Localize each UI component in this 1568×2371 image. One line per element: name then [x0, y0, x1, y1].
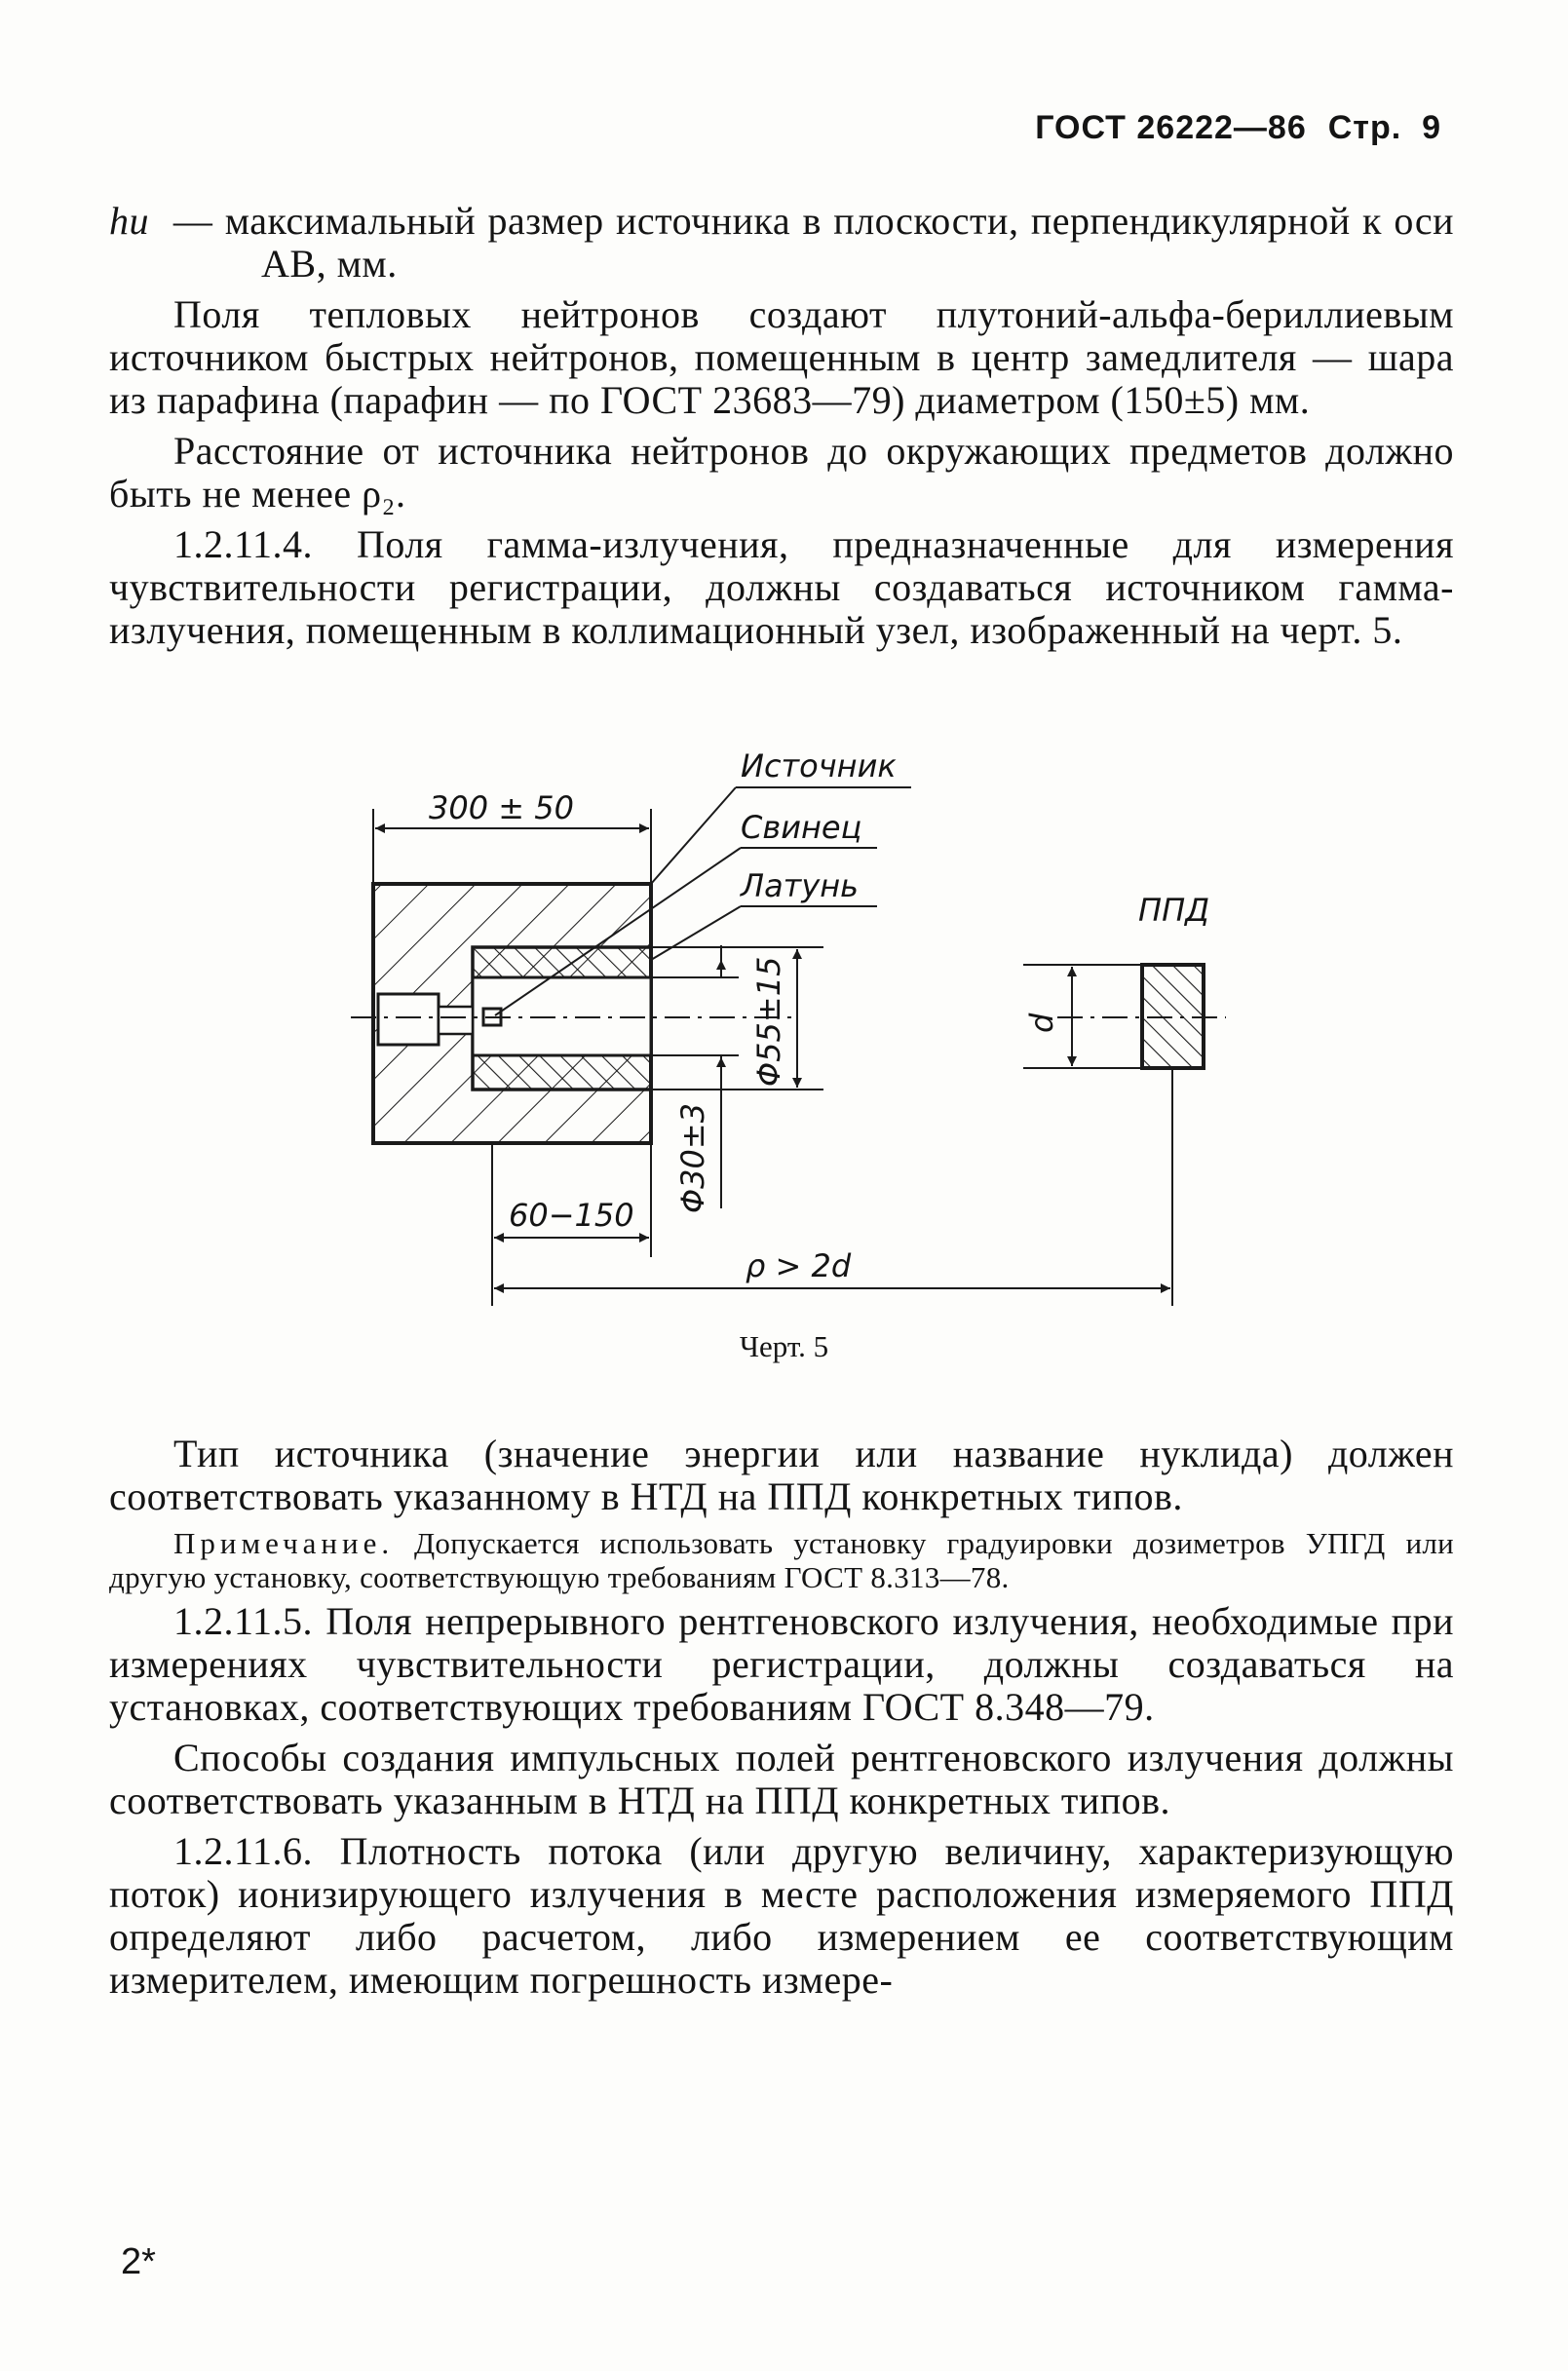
leader-source	[651, 787, 736, 884]
dim-d55: Φ55±15	[750, 956, 787, 1087]
label-brass: Латунь	[741, 867, 860, 904]
paragraph-1-2-11-4: 1.2.11.4. Поля гамма-излучения, предназначенные для измерения чувствительности регистрации, должны создаваться источником гамма-излучения, помещенным в коллимационный узел, изображенный на черт. 5.	[109, 522, 1454, 652]
note-text: Допускается использовать установку градуировки дозиметров УПГД или другую установку, соответствующую требованиям ГОСТ 8.313—78.	[109, 1526, 1454, 1594]
paragraph-pulse-fields: Способы создания импульсных полей рентгеновского излучения должны соответствовать указанным в НТД на ППД конкретных типов.	[109, 1736, 1454, 1822]
note-label: Примечание.	[173, 1526, 395, 1560]
paragraph-1-2-11-5: 1.2.11.5. Поля непрерывного рентгеновского излучения, необходимые при измерениях чувствительности регистрации, должны создаваться на установках, соответствующих требованиям ГОСТ 8.348—79.	[109, 1599, 1454, 1729]
note	[109, 1526, 1454, 1594]
label-source: Источник	[741, 747, 897, 784]
dim-rho: ρ > 2d	[746, 1247, 852, 1284]
paragraph-source-type: Тип источника (значение энергии или название нуклида) должен соответствовать указанному в НТД на ППД конкретных типов.	[109, 1432, 1454, 1518]
holder-stem	[439, 1007, 473, 1034]
dim-d30: Φ30±3	[674, 1102, 711, 1213]
dim-outer: 300 ± 50	[429, 789, 574, 826]
lower-text	[109, 1433, 1454, 2009]
h-definition-text: — максимальный размер источника в плоскости, перпендикулярной к оси AB, мм.	[172, 199, 1455, 286]
label-ppd: ППД	[1138, 892, 1210, 929]
h-symbol: hи	[109, 199, 149, 243]
paragraph-distance: Расстояние от источника нейтронов до окружающих предметов должно быть не менее ρ₂.	[109, 429, 1454, 516]
label-lead: Свинец	[741, 809, 862, 846]
page-label: Стр.	[1327, 109, 1402, 146]
page-number: 9	[1422, 109, 1441, 146]
figure-caption: Черт. 5	[739, 1329, 829, 1363]
dim-d: d	[1023, 1013, 1060, 1033]
dim-depth: 60−150	[509, 1197, 634, 1234]
leader-brass	[651, 906, 741, 960]
source-holder	[378, 994, 439, 1045]
paragraph-1-2-11-6: 1.2.11.6. Плотность потока (или другую величину, характеризующую поток) ионизирующего излучения в месте расположения измеряемого ППД определяют либо расчетом, либо измерением ее соответствующим измерителем, имеющим погрешность измере-	[109, 1829, 1454, 2002]
standard-number: ГОСТ 26222—86	[1035, 109, 1307, 146]
paragraph-neutron-fields: Поля тепловых нейтронов создают плутоний-альфа-бериллиевым источником быстрых нейтронов, помещенным в центр замедлителя — шара из парафина (парафин — по ГОСТ 23683—79) диаметром (150±5) мм.	[109, 292, 1454, 422]
signature-mark: 2*	[121, 2241, 156, 2282]
